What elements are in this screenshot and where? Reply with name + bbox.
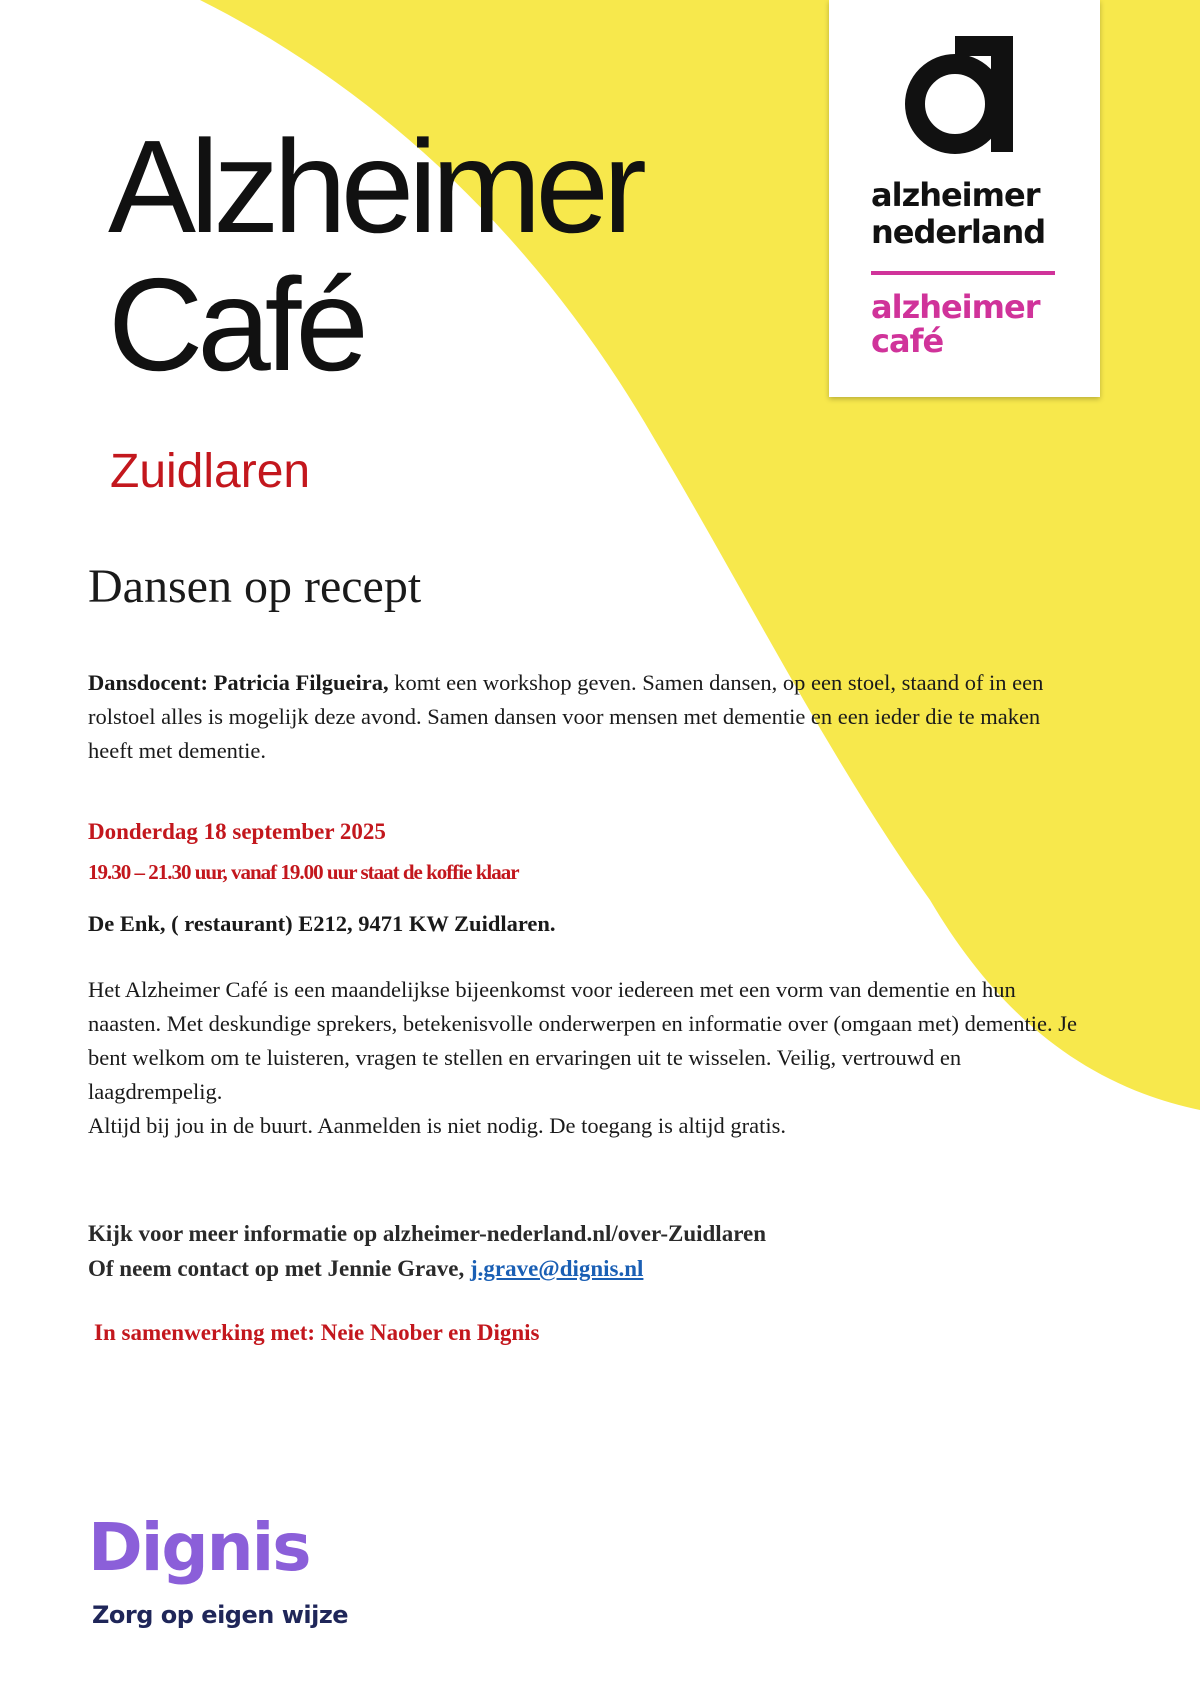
title-line-1: Alzheimer (108, 113, 641, 260)
intro-text: komt een workshop geven. Samen dansen, op een stoel, staand of in een rolstoel alles is mogelijk deze avond. Samen dansen voor mensen met dementie en een ieder die te maken heeft met dementie. (88, 670, 1044, 763)
logo-text-cafe: café (871, 322, 944, 360)
contact-line (88, 1251, 766, 1286)
event-intro (88, 666, 1078, 768)
title-line-2: Café (108, 251, 363, 398)
email-link[interactable]: j.grave@dignis.nl (469, 1256, 644, 1281)
cooperation-text: In samenwerking met: Neie Naober en Dignis (94, 1320, 540, 1345)
dignis-logo: Dignis (88, 1509, 310, 1586)
event-location: De Enk, ( restaurant) E212, 9471 KW Zuidlaren. (88, 911, 556, 936)
contact-info (88, 1216, 766, 1286)
info-line: Kijk voor meer informatie op alzheimer-nederland.nl/over-Zuidlaren (88, 1221, 766, 1246)
about-text-2: Altijd bij jou in de buurt. Aanmelden is niet nodig. De toegang is altijd gratis. (88, 1113, 787, 1138)
event-date: Donderdag 18 september 2025 (88, 819, 386, 844)
event-heading: Dansen op recept (88, 560, 422, 613)
about-text-1: Het Alzheimer Café is een maandelijkse bijeenkomst voor iedereen met een vorm van dementie en hun naasten. Met deskundige sprekers, betekenisvolle onderwerpen en informatie over (omgaan met) dementie. Je bent welkom om te luisteren, vragen te stellen en ervaringen uit te wisselen. Veilig, vertrouwd en laagdrempelig. (88, 977, 1078, 1104)
logo-divider (871, 271, 1055, 275)
logo-text-nederland: nederland (871, 213, 1046, 251)
logo-text-alzheimer-pink: alzheimer (871, 288, 1040, 326)
intro-teacher: Dansdocent: Patricia Filgueira, (88, 670, 389, 695)
logo-text-alzheimer: alzheimer (871, 176, 1040, 214)
alzheimer-nederland-logo (829, 0, 1100, 397)
letter-a-icon (899, 28, 1019, 158)
location-title: Zuidlaren (110, 445, 311, 498)
title (108, 113, 641, 398)
dignis-tagline: Zorg op eigen wijze (92, 1601, 349, 1629)
event-time: 19.30 – 21.30 uur, vanaf 19.00 uur staat de koffie klaar (88, 860, 519, 884)
about-text (88, 973, 1078, 1143)
contact-prefix: Of neem contact op met Jennie Grave, (88, 1256, 470, 1281)
